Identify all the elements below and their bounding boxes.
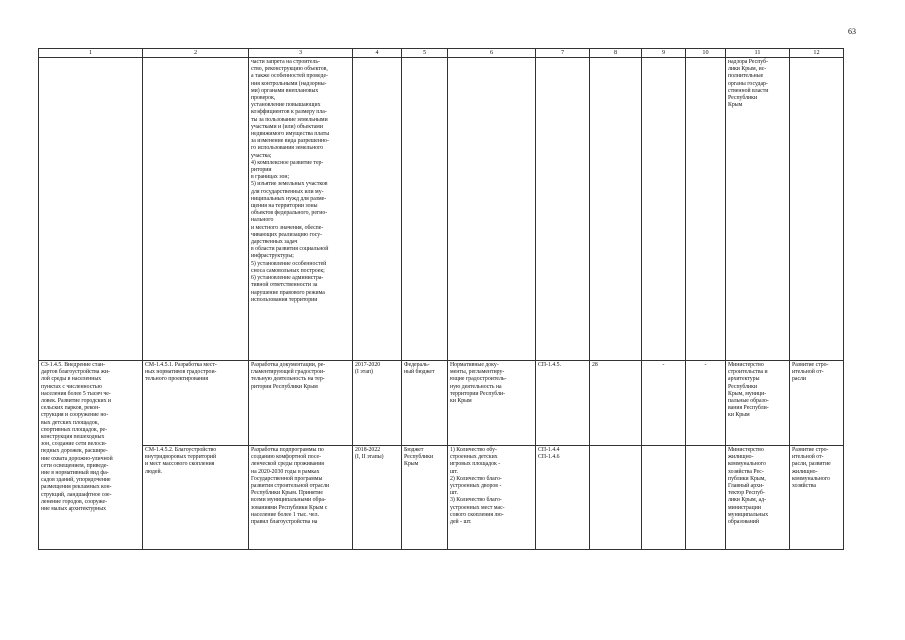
table-cell-measures-content: Разработка подпрограммы по созданию комфортной посе- ленческой среды проживания на 2020-2030 годы в рамках Государственной программы развития строительной отрасли Республики Крым. Принятие всеми муниципальными обра- зованиями Республики Крым с население более 1 тыс. чел. правил благоустройства на [249,446,353,550]
table-row-continuation [39,58,844,361]
table-cell-value: - [642,361,686,446]
column-number: 9 [642,49,686,58]
table-cell [448,58,536,361]
table-cell [536,58,590,361]
table-cell-period: 2017-2020 (I этап) [353,361,402,446]
column-number: 3 [249,49,353,58]
column-number: 7 [536,49,590,58]
page-number: 63 [848,27,856,36]
table-cell-funding: Бюджет Республики Крым [402,446,448,550]
table-cell-period: 2018-2022 (I, II этапы) [353,446,402,550]
table-cell [642,58,686,361]
table-cell-project: СП-1.4.4 СП-1.4.6 [536,446,590,550]
table-cell-value [686,446,726,550]
column-number-row [39,49,844,58]
column-number: 1 [39,49,143,58]
table-row [39,361,844,446]
table-cell-project: СП-1.4.5. [536,361,590,446]
table-row [39,446,844,550]
column-number: 5 [402,49,448,58]
table-cell [353,58,402,361]
table-cell-goal: СЗ-1.4.5. Внедрение стан- дартов благоустройства жи- лой среды в населенных пунктах с численностью населения более 5 тысяч че- ловек. Развитие городских и сельских парков, рекон- струкция и сооружение но- вых детских площадок, спортивных площадок, ре- конструкция пешеходных зон, создание сети велоси- педных дорожек, расшире- ние охвата дорожно-уличной сети освещением, приведе- ние в нормативный вид фа- садов зданий, упорядочение размещения рекламных кон- струкций, ландшафтное озе- ленение городов, сооруже- ние малых архитектурных [39,361,143,550]
table-cell-value [590,446,642,550]
table-cell [790,58,844,361]
table-cell-direction: Развитие стро- ительной от- расли [790,361,844,446]
table-cell [39,58,143,361]
column-number: 12 [790,49,844,58]
measures-table [38,48,844,550]
table-cell-value: - [686,361,726,446]
table-cell-direction: Развитие стро- ительной от- расли, развитие жилищно- коммунального хозяйства [790,446,844,550]
table-cell [590,58,642,361]
table-cell-measure: СМ-1.4.5.1. Разработка мест- ных нормативов градострои- тельного проектирования [143,361,249,446]
table-cell-responsible: Министерство жилищно- коммунального хозяйства Рес- публики Крым, Главный архи- тектор Респуб- лики Крым, ад- министрации муниципальных образований [726,446,790,550]
table-cell-responsible: надзора Респуб- лики Крым, ис- полнительные органы государ- ственной власти Республики Крым [726,58,790,361]
column-number: 11 [726,49,790,58]
table-cell [143,58,249,361]
table-cell-result: Нормативные доку- менты, регламентиру- ющие градостроитель- ную деятельность на территории Республи- ки Крым [448,361,536,446]
table-cell-responsible: Министерство строительства и архитектуры Республики Крым, муници- пальные образо- вания Республи- ки Крым [726,361,790,446]
table-cell-measures-content: Разработка документации, ре- гламентирующей градострои- тельную деятельность на тер- ритории Республики Крым [249,361,353,446]
column-number: 6 [448,49,536,58]
column-number: 8 [590,49,642,58]
column-number: 10 [686,49,726,58]
table-cell-measure: СМ-1.4.5.2. Благоустройство внутридворовых территорий и мест массового скопления людей. [143,446,249,550]
table-cell-value: 28 [590,361,642,446]
table-cell-result: 1) Количество обу- строенных детских игровых площадок - шт. 2) Количество благо- устроенных дворов - шт. 3) Количество благо- устроенных мест мас- сового скопления лю- дей - шт. [448,446,536,550]
table-cell-measures-content: части запрета на строитель- ство, реконструкцию объектов, а также особенностей проведе- ния контрольными (надзорны- ми) органами внеплановых проверок, установление повышающих коэффициентов к размеру пла- ты за пользование земельными участками и (или) объектами недвижимого имущества платы за изменение вида разрешенно- го использования земельного участка; 4) комплексное развитие тер- ритории в границах зон; 5) изъятие земельных участков для государственных или му- ниципальных нужд для разме- щения на территории зоны объектов федерального, регио- нального и местного значения, обеспе- чивающих реализацию госу- дарственных задач в области развития социальной инфраструктуры; 5) установление особенностей сноса самовольных построек; 6) установление администра- тивной ответственности за нарушение правового режима использования территории [249,58,353,361]
table-cell [686,58,726,361]
column-number: 2 [143,49,249,58]
table-cell [402,58,448,361]
table-cell-funding: Федераль- ный бюджет [402,361,448,446]
table-cell-value [642,446,686,550]
column-number: 4 [353,49,402,58]
